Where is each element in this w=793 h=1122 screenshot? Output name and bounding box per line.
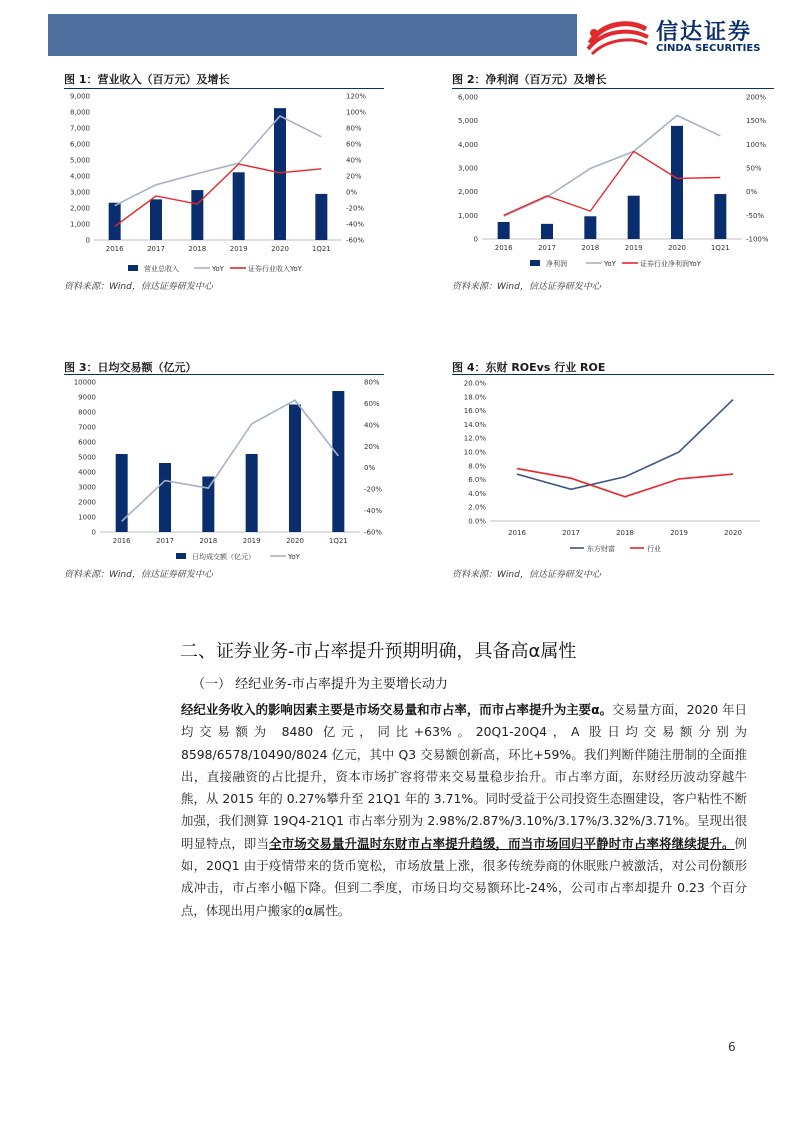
- bar: [628, 196, 640, 239]
- y-tick-label: 6.0%: [468, 476, 486, 485]
- x-tick-label: 2020: [286, 537, 304, 545]
- legend-label: YoY: [604, 260, 616, 268]
- legend-label: 营业总收入: [144, 265, 179, 273]
- legend-label: 日均成交额（亿元）: [192, 553, 255, 561]
- x-tick-label: 2019: [242, 537, 261, 545]
- legend-swatch: [530, 260, 540, 266]
- x-tick-label: 2016: [508, 529, 526, 537]
- x-tick-label: 1Q21: [328, 537, 348, 545]
- y2-tick-label: 20%: [364, 442, 380, 451]
- y-tick-label: 10000: [73, 378, 96, 387]
- logo-text-cn: 信达证券: [656, 20, 753, 45]
- x-tick-label: 2018: [199, 537, 218, 545]
- y2-tick-label: 80%: [364, 378, 380, 387]
- y-tick-label: 14.0%: [463, 420, 486, 429]
- y-tick-label: 5,000: [457, 117, 478, 126]
- x-tick-label: 2020: [668, 244, 686, 252]
- chart-net-profit: [452, 90, 774, 278]
- figure-1-rule: [64, 88, 384, 89]
- bar: [202, 477, 214, 533]
- y2-tick-label: -40%: [364, 507, 383, 516]
- y-tick-label: 0: [85, 236, 90, 245]
- y-tick-label: 8,000: [69, 108, 90, 117]
- y2-tick-label: 80%: [346, 124, 362, 133]
- body-paragraph: [181, 699, 747, 922]
- bar: [150, 199, 162, 240]
- bar: [541, 224, 553, 239]
- y-tick-label: 1,000: [457, 211, 478, 220]
- bar: [498, 222, 510, 239]
- x-tick-label: 2017: [538, 244, 556, 252]
- legend-label: 东方财富: [587, 545, 615, 553]
- y-tick-label: 4,000: [457, 140, 478, 149]
- bar: [233, 172, 245, 240]
- x-tick-label: 1Q21: [710, 244, 730, 252]
- chart-revenue: [64, 90, 384, 278]
- chart-roe: [452, 376, 774, 566]
- y-tick-label: 0.0%: [468, 517, 486, 526]
- cinda-logo: [584, 13, 774, 59]
- y-tick-label: 8000: [78, 408, 96, 417]
- y-tick-label: 6,000: [69, 140, 90, 149]
- legend-label: 证券行业收入YoY: [248, 265, 302, 273]
- y2-tick-label: 0%: [346, 188, 358, 197]
- bar: [584, 216, 596, 239]
- series-line: [517, 400, 733, 490]
- y-tick-label: 8.0%: [468, 462, 486, 471]
- cinda-wave-logo-icon: [584, 13, 652, 59]
- y-tick-label: 2.0%: [468, 503, 486, 512]
- figure-1-title: 图 1：营业收入（百万元）及增长: [64, 73, 230, 86]
- figure-3-title: 图 3：日均交易额（亿元）: [64, 361, 197, 374]
- legend-label: 行业: [647, 545, 661, 553]
- x-tick-label: 2019: [229, 245, 248, 253]
- y2-tick-label: -100%: [746, 235, 769, 244]
- y-tick-label: 12.0%: [463, 434, 486, 443]
- figure-2-title: 图 2：净利润（百万元）及增长: [452, 73, 607, 86]
- y2-tick-label: -20%: [346, 204, 365, 213]
- x-tick-label: 2020: [724, 529, 742, 537]
- y2-tick-label: 100%: [746, 140, 767, 149]
- y-tick-label: 6000: [78, 438, 96, 447]
- bar: [332, 391, 344, 532]
- y-tick-label: 4.0%: [468, 489, 486, 498]
- figure-3-source: 资料来源：Wind，信达证券研发中心: [64, 570, 213, 580]
- x-tick-label: 2016: [112, 537, 131, 545]
- x-tick-label: 2017: [156, 537, 174, 545]
- figure-4-rule: [452, 374, 774, 375]
- y-tick-label: 0: [91, 528, 96, 537]
- section-subtitle: （一） 经纪业务-市占率提升为主要增长动力: [192, 677, 448, 692]
- paragraph-text-1: 交易量方面，2020 年日均交易额为 8480 亿元，同比+63%。20Q1-20Q4，A 股日均交易额分别为 8598/6578/10490/8024 亿元，其中 Q3 交易额创新高，环比+59%。我们判断伴随注册制的全面推出，直接融资的占比提升，资本市场扩容将带来交易量稳步抬升。市占率方面，东财经历波动穿越牛熊，从 2015 年的 0.27%攀升至 21Q1 年的 3.71%。同时受益于公司投资生态圈建设，客户粘性不断加强，我们测算 19Q4-21Q1 市占率分别为 2.98%/2.87%/3.10%/3.17%/3.32%/3.71%。呈现出很明显特点，即当: [181, 702, 747, 851]
- x-tick-label: 2018: [616, 529, 634, 537]
- y2-tick-label: -50%: [746, 211, 765, 220]
- chart-daily-turnover: [64, 376, 384, 566]
- y2-tick-label: 60%: [346, 140, 362, 149]
- series-line: [115, 116, 322, 206]
- key-point-2: 全市场交易量升温时东财市占率提升趋缓，而当市场回归平静时市占率将继续提升。: [269, 835, 735, 851]
- figure-1-source: 资料来源：Wind，信达证券研发中心: [64, 282, 213, 292]
- bar: [109, 203, 121, 240]
- y2-tick-label: 50%: [746, 164, 762, 173]
- y-tick-label: 9,000: [69, 92, 90, 101]
- legend-label: 证券行业净利润YoY: [640, 260, 701, 268]
- legend-swatch: [176, 553, 186, 559]
- series-line: [504, 151, 721, 215]
- bar: [191, 190, 203, 240]
- y2-tick-label: 150%: [746, 117, 767, 126]
- logo-text-en: CINDA SECURITIES: [656, 43, 761, 54]
- y-tick-label: 9000: [78, 393, 96, 402]
- y2-tick-label: 0%: [364, 464, 376, 473]
- x-tick-label: 2020: [271, 245, 289, 253]
- x-tick-label: 2018: [581, 244, 600, 252]
- y-tick-label: 5000: [78, 453, 96, 462]
- y-tick-label: 16.0%: [463, 407, 486, 416]
- bar: [274, 108, 286, 240]
- y-tick-label: 18.0%: [463, 393, 486, 402]
- x-tick-label: 2018: [188, 245, 207, 253]
- y-tick-label: 7000: [78, 423, 96, 432]
- y2-tick-label: 40%: [346, 156, 362, 165]
- y-tick-label: 7,000: [69, 124, 90, 133]
- y-tick-label: 5,000: [69, 156, 90, 165]
- bar: [671, 126, 683, 239]
- x-tick-label: 2017: [147, 245, 165, 253]
- y2-tick-label: 60%: [364, 399, 380, 408]
- y2-tick-label: -40%: [346, 220, 365, 229]
- figure-2-source: 资料来源：Wind，信达证券研发中心: [452, 282, 601, 292]
- key-point-1: 经纪业务收入的影响因素主要是市场交易量和市占率，而市占率提升为主要α。: [181, 702, 613, 717]
- bar: [159, 463, 171, 532]
- x-tick-label: 1Q21: [311, 245, 331, 253]
- y-tick-label: 4,000: [69, 172, 90, 181]
- series-line: [115, 164, 322, 226]
- y2-tick-label: 0%: [746, 188, 758, 197]
- bar: [315, 194, 327, 240]
- y2-tick-label: 100%: [346, 108, 367, 117]
- y-tick-label: 2000: [78, 498, 96, 507]
- x-tick-label: 2016: [494, 244, 513, 252]
- legend-label: YoY: [288, 553, 300, 561]
- y2-tick-label: -60%: [346, 236, 365, 245]
- y-tick-label: 1,000: [69, 220, 90, 229]
- series-line: [122, 400, 339, 521]
- x-tick-label: 2016: [105, 245, 124, 253]
- x-tick-label: 2019: [624, 244, 643, 252]
- section-title: 二、证券业务-市占率提升预期明确，具备高α属性: [180, 641, 577, 662]
- y-tick-label: 2,000: [457, 188, 478, 197]
- y2-tick-label: 120%: [346, 92, 367, 101]
- y-tick-label: 6,000: [457, 93, 478, 102]
- y2-tick-label: -60%: [364, 528, 383, 537]
- bar: [289, 405, 301, 533]
- x-tick-label: 2019: [670, 529, 688, 537]
- y-tick-label: 3000: [78, 483, 96, 492]
- y-tick-label: 3,000: [457, 164, 478, 173]
- page-number: 6: [728, 1040, 736, 1054]
- figure-3-rule: [64, 374, 384, 375]
- y-tick-label: 20.0%: [463, 379, 486, 388]
- bar: [714, 194, 726, 239]
- header-bar: [48, 14, 577, 56]
- y2-tick-label: -20%: [364, 485, 383, 494]
- figure-4-source: 资料来源：Wind，信达证券研发中心: [452, 570, 601, 580]
- legend-label: YoY: [212, 265, 224, 273]
- y-tick-label: 0: [473, 235, 478, 244]
- y-tick-label: 2,000: [69, 204, 90, 213]
- y-tick-label: 3,000: [69, 188, 90, 197]
- y-tick-label: 1000: [78, 513, 96, 522]
- bar: [246, 454, 258, 532]
- figure-4-title: 图 4：东财 ROEvs 行业 ROE: [452, 361, 606, 374]
- y2-tick-label: 200%: [746, 93, 767, 102]
- y2-tick-label: 20%: [346, 172, 362, 181]
- legend-swatch: [128, 265, 138, 271]
- paragraph-text-2: 例如，20Q1 由于疫情带来的货币宽松，市场放量上涨，很多传统券商的休眠账户被激活，对公司份额形成冲击，市占率小幅下降。但到二季度，市场日均交易额环比-24%，公司市占率却提升 0.23 个百分点，体现出用户搬家的α属性。: [181, 835, 748, 918]
- y-tick-label: 4000: [78, 468, 96, 477]
- y-tick-label: 10.0%: [463, 448, 486, 457]
- legend-label: 净利润: [546, 260, 567, 268]
- x-tick-label: 2017: [562, 529, 580, 537]
- y2-tick-label: 40%: [364, 421, 380, 430]
- figure-2-rule: [452, 88, 774, 89]
